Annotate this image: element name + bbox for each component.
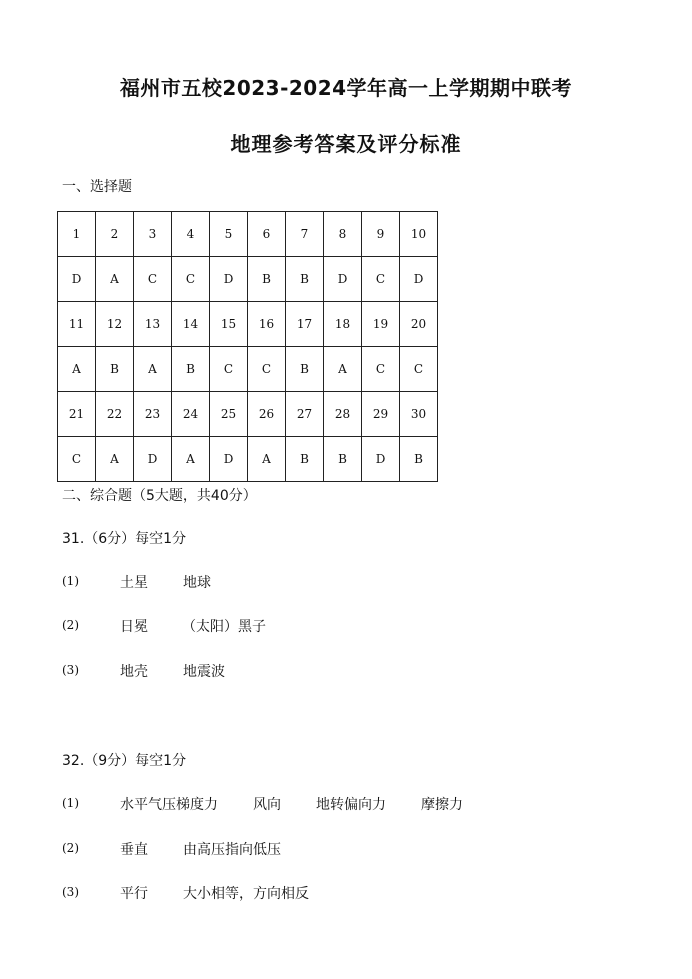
answer-cell: A xyxy=(96,437,134,482)
answer-cell: D xyxy=(324,257,362,302)
answer-cell: A xyxy=(58,347,96,392)
question-number-cell: 2 xyxy=(96,212,134,257)
q32-part-3-answer-1: 平行 xyxy=(120,886,148,902)
answer-cell: A xyxy=(248,437,286,482)
question-number-cell: 12 xyxy=(96,302,134,347)
question-number-cell: 17 xyxy=(286,302,324,347)
question-number-cell: 11 xyxy=(58,302,96,347)
table-row-question-numbers xyxy=(58,212,438,257)
question-number-cell: 24 xyxy=(172,392,210,437)
question-number-cell: 10 xyxy=(400,212,438,257)
q31-part-1-index: (1) xyxy=(62,574,79,588)
question-number-cell: 28 xyxy=(324,392,362,437)
q32-part-1-answer-2: 风向 xyxy=(253,797,281,813)
q32-part-2-answer-1: 垂直 xyxy=(120,842,148,858)
question-number-cell: 22 xyxy=(96,392,134,437)
question-number-cell: 19 xyxy=(362,302,400,347)
answer-cell: C xyxy=(400,347,438,392)
q31-heading: 31.（6分）每空1分 xyxy=(62,531,187,547)
answer-cell: D xyxy=(362,437,400,482)
q32-heading: 32.（9分）每空1分 xyxy=(62,753,187,769)
answer-cell: A xyxy=(172,437,210,482)
q31-part-1-answer-2: 地球 xyxy=(183,575,211,591)
answer-cell: A xyxy=(134,347,172,392)
table-row-answers xyxy=(58,347,438,392)
q32-part-3-answer-2: 大小相等，方向相反 xyxy=(183,886,309,902)
question-number-cell: 30 xyxy=(400,392,438,437)
question-number-cell: 4 xyxy=(172,212,210,257)
question-number-cell: 27 xyxy=(286,392,324,437)
answer-cell: B xyxy=(96,347,134,392)
section-1-heading: 一、选择题 xyxy=(62,179,132,195)
q32-part-1-answer-3: 地转偏向力 xyxy=(316,797,386,813)
question-number-cell: 7 xyxy=(286,212,324,257)
question-number-cell: 6 xyxy=(248,212,286,257)
table-row-question-numbers xyxy=(58,302,438,347)
answer-cell: A xyxy=(96,257,134,302)
question-number-cell: 13 xyxy=(134,302,172,347)
table-row-question-numbers xyxy=(58,392,438,437)
q31-part-3-answer-2: 地震波 xyxy=(183,664,225,680)
title-line-1: 福州市五校2023-2024学年高一上学期期中联考 xyxy=(119,76,573,100)
q32-part-1-index: (1) xyxy=(62,796,79,810)
question-number-cell: 26 xyxy=(248,392,286,437)
question-number-cell: 9 xyxy=(362,212,400,257)
answer-cell: B xyxy=(324,437,362,482)
answer-cell: B xyxy=(286,257,324,302)
q31-part-3-answer-1: 地壳 xyxy=(120,664,148,680)
answer-cell: C xyxy=(248,347,286,392)
answer-cell: D xyxy=(400,257,438,302)
answer-cell: B xyxy=(286,437,324,482)
answer-cell: C xyxy=(362,347,400,392)
question-number-cell: 14 xyxy=(172,302,210,347)
answer-cell: D xyxy=(134,437,172,482)
question-number-cell: 3 xyxy=(134,212,172,257)
answer-cell: B xyxy=(286,347,324,392)
table-row-answers xyxy=(58,437,438,482)
q32-part-2-index: (2) xyxy=(62,841,79,855)
answer-cell: C xyxy=(210,347,248,392)
q32-part-3-index: (3) xyxy=(62,885,79,899)
answer-cell: D xyxy=(58,257,96,302)
answer-cell: B xyxy=(172,347,210,392)
question-number-cell: 25 xyxy=(210,392,248,437)
question-number-cell: 8 xyxy=(324,212,362,257)
question-number-cell: 1 xyxy=(58,212,96,257)
question-number-cell: 5 xyxy=(210,212,248,257)
q31-part-2-index: (2) xyxy=(62,618,79,632)
q32-part-2-answer-2: 由高压指向低压 xyxy=(183,842,281,858)
answer-table xyxy=(57,211,438,482)
answer-cell: D xyxy=(210,257,248,302)
question-number-cell: 21 xyxy=(58,392,96,437)
answer-cell: A xyxy=(324,347,362,392)
answer-cell: C xyxy=(362,257,400,302)
answer-cell: D xyxy=(210,437,248,482)
question-number-cell: 20 xyxy=(400,302,438,347)
question-number-cell: 23 xyxy=(134,392,172,437)
table-row-answers xyxy=(58,257,438,302)
question-number-cell: 15 xyxy=(210,302,248,347)
q31-part-2-answer-1: 日冕 xyxy=(120,619,148,635)
q32-part-1-answer-4: 摩擦力 xyxy=(421,797,463,813)
q31-part-1-answer-1: 土星 xyxy=(120,575,148,591)
q31-part-2-answer-2: （太阳）黑子 xyxy=(182,619,266,635)
answer-cell: C xyxy=(58,437,96,482)
question-number-cell: 16 xyxy=(248,302,286,347)
answer-cell: C xyxy=(134,257,172,302)
answer-cell: C xyxy=(172,257,210,302)
question-number-cell: 29 xyxy=(362,392,400,437)
answer-cell: B xyxy=(400,437,438,482)
title-line-2: 地理参考答案及评分标准 xyxy=(230,132,462,156)
section-2-heading: 二、综合题（5大题，共40分） xyxy=(62,488,257,504)
q32-part-1-answer-1: 水平气压梯度力 xyxy=(120,797,218,813)
answer-cell: B xyxy=(248,257,286,302)
question-number-cell: 18 xyxy=(324,302,362,347)
q31-part-3-index: (3) xyxy=(62,663,79,677)
